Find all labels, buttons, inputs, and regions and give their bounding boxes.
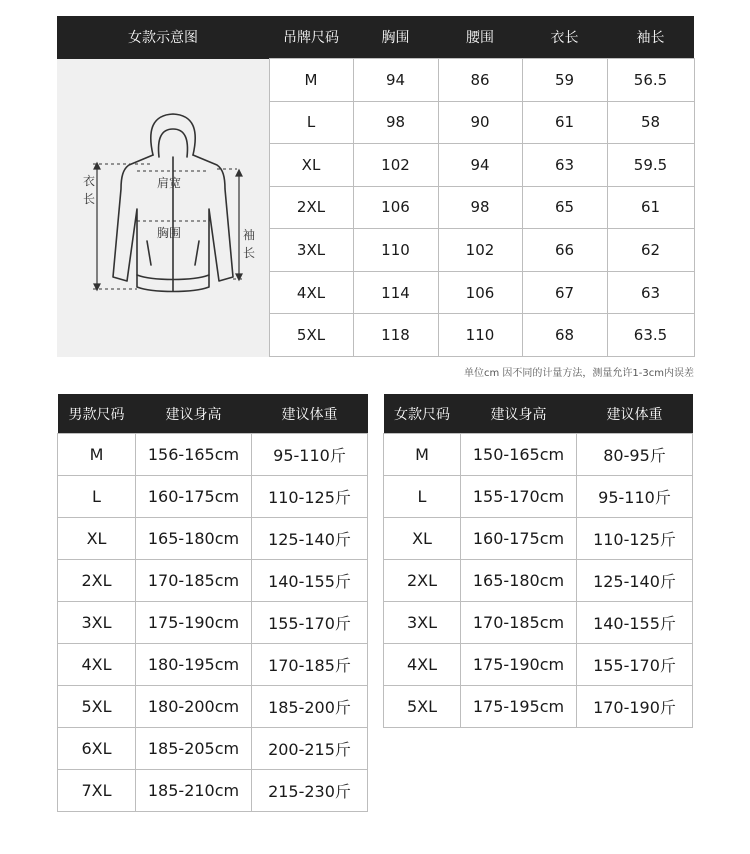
table-row xyxy=(384,686,693,728)
header-women-size: 女款尺码 xyxy=(384,394,461,434)
diagram-label-sleeve-1: 袖 xyxy=(243,227,256,242)
cell: 180-195cm xyxy=(136,644,252,686)
cell: 165-180cm xyxy=(136,518,252,560)
table-row xyxy=(57,59,694,102)
cell: 118 xyxy=(353,314,438,357)
cell: 86 xyxy=(438,59,522,102)
cell: 3XL xyxy=(384,602,461,644)
header-waist: 腰围 xyxy=(438,16,522,59)
cell: 98 xyxy=(353,101,438,144)
table-header-row xyxy=(57,16,694,59)
diagram-label-length-2: 长 xyxy=(83,191,96,206)
cell: 59 xyxy=(522,59,607,102)
size-measurement-table xyxy=(57,16,695,357)
header-height: 建议身高 xyxy=(136,394,252,434)
cell: 125-140斤 xyxy=(252,518,368,560)
table-row xyxy=(384,560,693,602)
cell: 140-155斤 xyxy=(252,560,368,602)
cell: 4XL xyxy=(384,644,461,686)
cell: 106 xyxy=(438,271,522,314)
cell: 170-185cm xyxy=(461,602,577,644)
cell: 215-230斤 xyxy=(252,770,368,812)
header-diagram: 女款示意图 xyxy=(57,16,269,59)
cell: 102 xyxy=(353,144,438,187)
cell: 94 xyxy=(353,59,438,102)
table-row xyxy=(58,434,368,476)
cell: 3XL xyxy=(269,229,353,272)
cell: 155-170斤 xyxy=(252,602,368,644)
cell: 95-110斤 xyxy=(252,434,368,476)
header-weight: 建议体重 xyxy=(252,394,368,434)
cell: L xyxy=(58,476,136,518)
header-sleeve: 袖长 xyxy=(607,16,694,59)
table-row xyxy=(58,728,368,770)
cell: 110 xyxy=(438,314,522,357)
header-length: 衣长 xyxy=(522,16,607,59)
cell: 7XL xyxy=(58,770,136,812)
diagram-label-sleeve-2: 长 xyxy=(243,245,256,260)
table-row xyxy=(58,560,368,602)
cell: 4XL xyxy=(58,644,136,686)
cell: 66 xyxy=(522,229,607,272)
cell: 65 xyxy=(522,186,607,229)
cell: 140-155斤 xyxy=(577,602,693,644)
cell: 58 xyxy=(607,101,694,144)
table-row xyxy=(58,644,368,686)
men-size-table xyxy=(57,394,368,812)
cell: 6XL xyxy=(58,728,136,770)
jacket-diagram-icon xyxy=(57,59,269,353)
cell: 185-200斤 xyxy=(252,686,368,728)
cell: 2XL xyxy=(269,186,353,229)
cell: 62 xyxy=(607,229,694,272)
table-row xyxy=(58,602,368,644)
header-weight: 建议体重 xyxy=(577,394,693,434)
cell: 67 xyxy=(522,271,607,314)
size-chart-panel xyxy=(57,16,694,352)
cell: 155-170斤 xyxy=(577,644,693,686)
cell: 5XL xyxy=(58,686,136,728)
cell: 5XL xyxy=(269,314,353,357)
cell: 63 xyxy=(607,271,694,314)
cell: 106 xyxy=(353,186,438,229)
diagram-label-shoulder: 肩宽 xyxy=(157,175,182,190)
cell: 156-165cm xyxy=(136,434,252,476)
cell: 3XL xyxy=(58,602,136,644)
header-chest: 胸围 xyxy=(353,16,438,59)
cell: 63 xyxy=(522,144,607,187)
table-header-row xyxy=(384,394,693,434)
table-row xyxy=(58,770,368,812)
cell: 2XL xyxy=(58,560,136,602)
table-row xyxy=(384,434,693,476)
cell: 59.5 xyxy=(607,144,694,187)
cell: 56.5 xyxy=(607,59,694,102)
cell: 61 xyxy=(607,186,694,229)
women-size-table xyxy=(383,394,693,728)
cell: 165-180cm xyxy=(461,560,577,602)
cell: 90 xyxy=(438,101,522,144)
table-row xyxy=(384,476,693,518)
cell: 95-110斤 xyxy=(577,476,693,518)
cell: 175-195cm xyxy=(461,686,577,728)
cell: L xyxy=(269,101,353,144)
cell: 110 xyxy=(353,229,438,272)
table-header-row xyxy=(58,394,368,434)
cell: 98 xyxy=(438,186,522,229)
cell: 94 xyxy=(438,144,522,187)
header-tag-size: 吊牌尺码 xyxy=(269,16,353,59)
measurement-note: 单位cm 因不同的计量方法，测量允许1-3cm内误差 xyxy=(464,368,694,379)
table-row xyxy=(384,518,693,560)
cell: 114 xyxy=(353,271,438,314)
cell: 200-215斤 xyxy=(252,728,368,770)
cell: M xyxy=(58,434,136,476)
table-row xyxy=(384,644,693,686)
cell: 102 xyxy=(438,229,522,272)
table-row xyxy=(58,686,368,728)
cell: 80-95斤 xyxy=(577,434,693,476)
cell: 175-190cm xyxy=(461,644,577,686)
cell: 170-185斤 xyxy=(252,644,368,686)
cell: 125-140斤 xyxy=(577,560,693,602)
cell: 68 xyxy=(522,314,607,357)
cell: 2XL xyxy=(384,560,461,602)
table-row xyxy=(58,476,368,518)
cell: 160-175cm xyxy=(136,476,252,518)
diagram-label-length-1: 衣 xyxy=(83,173,96,188)
table-row xyxy=(384,602,693,644)
diagram-label-chest: 胸围 xyxy=(157,225,182,240)
cell: 110-125斤 xyxy=(577,518,693,560)
cell: XL xyxy=(269,144,353,187)
jacket-diagram-cell xyxy=(57,59,269,357)
cell: 4XL xyxy=(269,271,353,314)
cell: 160-175cm xyxy=(461,518,577,560)
cell: L xyxy=(384,476,461,518)
cell: 5XL xyxy=(384,686,461,728)
cell: 150-165cm xyxy=(461,434,577,476)
cell: 185-205cm xyxy=(136,728,252,770)
table-row xyxy=(58,518,368,560)
cell: M xyxy=(269,59,353,102)
header-height: 建议身高 xyxy=(461,394,577,434)
cell: 110-125斤 xyxy=(252,476,368,518)
cell: 185-210cm xyxy=(136,770,252,812)
cell: 170-185cm xyxy=(136,560,252,602)
cell: 170-190斤 xyxy=(577,686,693,728)
cell: 175-190cm xyxy=(136,602,252,644)
cell: 180-200cm xyxy=(136,686,252,728)
cell: 61 xyxy=(522,101,607,144)
cell: M xyxy=(384,434,461,476)
cell: XL xyxy=(384,518,461,560)
cell: 155-170cm xyxy=(461,476,577,518)
header-men-size: 男款尺码 xyxy=(58,394,136,434)
cell: 63.5 xyxy=(607,314,694,357)
cell: XL xyxy=(58,518,136,560)
